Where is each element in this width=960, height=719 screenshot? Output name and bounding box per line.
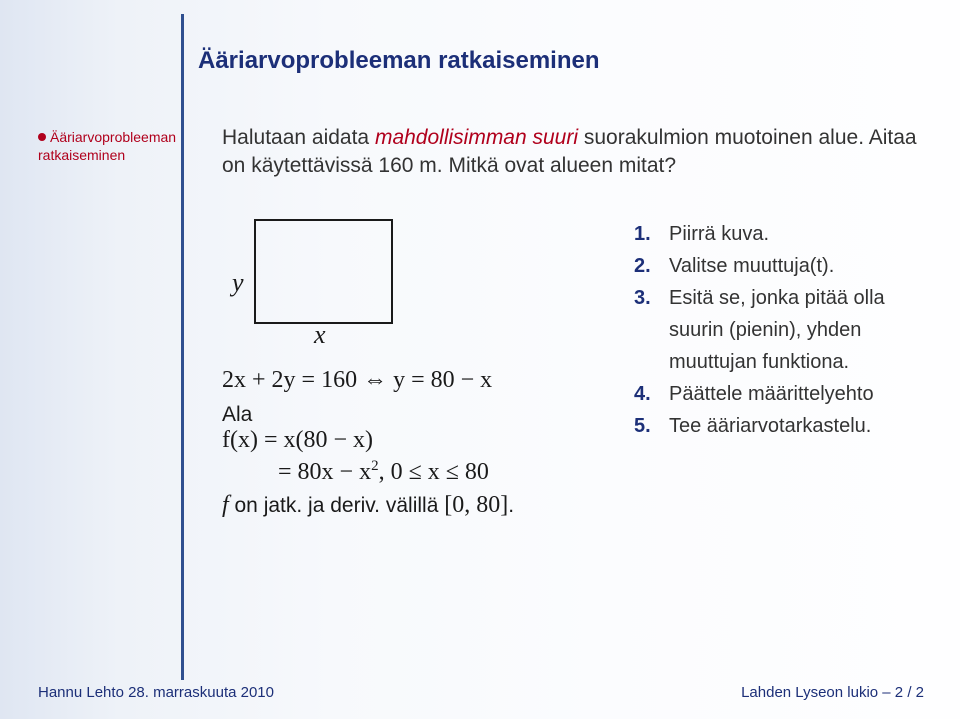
equation-perimeter: 2x + 2y = 160 ⇔ y = 80 − x <box>222 367 493 393</box>
nav-item-current-section[interactable] <box>38 128 178 164</box>
nav-item-label: Ääriarvoprobleeman ratkaiseminen <box>38 129 177 163</box>
equation-domain: , 0 ≤ x ≤ 80 <box>378 459 489 485</box>
figure-label-y: y <box>232 268 244 297</box>
equation-area-function: f(x) = x(80 − x) <box>222 427 374 453</box>
equation-expanded-part1: = 80x − x <box>278 459 372 485</box>
step-number: 2. <box>634 255 651 277</box>
bullet-icon <box>38 133 46 141</box>
continuity-period: . <box>508 494 515 517</box>
footer-author-date: Hannu Lehto 28. marraskuuta 2010 <box>38 684 274 701</box>
step-text: Tee ääriarvotarkastelu. <box>669 415 872 437</box>
problem-emphasis: mahdollisimman suuri <box>374 126 579 149</box>
problem-text-start: Halutaan aidata <box>222 126 375 149</box>
list-item <box>634 378 934 410</box>
sidebar-divider <box>181 14 184 680</box>
step-number: 4. <box>634 383 651 405</box>
step-number: 3. <box>634 287 651 309</box>
rectangle-figure <box>254 219 393 324</box>
problem-text-end: suorakulmion muotoinen alue. Aitaa on käytettävissä 160 m. Mitkä ovat alueen mitat? <box>222 126 917 177</box>
slide-title: Ääriarvoprobleeman ratkaiseminen <box>198 47 600 74</box>
step-text: Päättele määrittelyehto <box>669 383 874 405</box>
list-item <box>634 282 934 378</box>
list-item <box>634 250 934 282</box>
continuity-interval: [0, 80] <box>444 492 509 518</box>
problem-statement <box>222 124 922 180</box>
step-text: Piirrä kuva. <box>669 223 770 245</box>
list-item <box>634 410 934 442</box>
step-text: Valitse muuttuja(t). <box>669 255 835 277</box>
list-item <box>634 218 934 250</box>
area-label: Ala <box>222 403 253 426</box>
footer-institution-page: Lahden Lyseon lukio – 2 / 2 <box>741 684 924 701</box>
continuity-statement <box>222 492 514 519</box>
section-nav <box>38 128 178 164</box>
solution-steps-list <box>634 218 934 442</box>
step-text: Esitä se, jonka pitää olla suurin (pienin), yhden muuttujan funktiona. <box>669 287 885 373</box>
figure-label-x: x <box>314 320 326 349</box>
step-number: 1. <box>634 223 651 245</box>
continuity-function-symbol: f <box>222 492 229 518</box>
continuity-text: on jatk. ja deriv. välillä <box>228 494 445 517</box>
equation-exponent: 2 <box>371 458 379 474</box>
equation-area-expanded <box>278 458 489 486</box>
step-number: 5. <box>634 415 651 437</box>
